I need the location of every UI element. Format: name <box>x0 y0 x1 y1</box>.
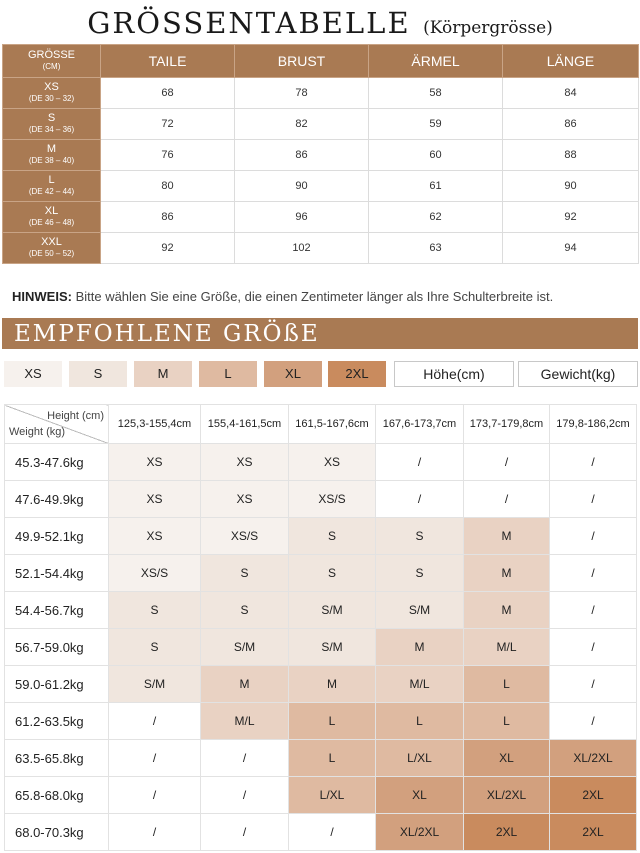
recommended-size-cell: / <box>464 481 550 518</box>
size-de-range: (DE 46 – 48) <box>28 218 75 227</box>
size-code: L <box>48 174 55 186</box>
weight-range-label: 49.9-52.1kg <box>5 518 109 555</box>
measurement-cell: 90 <box>235 171 369 202</box>
recommend-header-row <box>5 405 637 444</box>
recommend-row <box>5 703 637 740</box>
corner-height-label: Height (cm) <box>47 410 104 422</box>
recommended-size-cell: XS <box>109 481 201 518</box>
corner-weight-label: Weight (kg) <box>9 426 66 438</box>
recommended-size-cell: / <box>550 444 637 481</box>
height-range-header: 155,4-161,5cm <box>201 405 289 444</box>
title-main: GRÖSSENTABELLE <box>87 6 411 40</box>
recommended-size-cell: / <box>289 814 376 851</box>
recommended-size-cell: / <box>109 777 201 814</box>
measurement-cell: 59 <box>369 109 503 140</box>
recommended-size-cell: M/L <box>201 703 289 740</box>
recommended-size-cell: XL/2XL <box>376 814 464 851</box>
size-table-row <box>3 78 639 109</box>
size-table-row <box>3 140 639 171</box>
recommended-size-cell: XS <box>289 444 376 481</box>
height-range-header: 173,7-179,8cm <box>464 405 550 444</box>
size-header-label: GRÖSSE <box>27 49 76 61</box>
size-code: S <box>47 112 56 124</box>
measurement-cell: 92 <box>101 233 235 264</box>
size-table-row <box>3 233 639 264</box>
recommended-size-cell: / <box>550 703 637 740</box>
measurement-cell: 78 <box>235 78 369 109</box>
recommended-size-cell: S <box>201 592 289 629</box>
measurement-cell: 94 <box>503 233 639 264</box>
recommended-size-cell: L <box>289 740 376 777</box>
recommended-size-cell: XS/S <box>201 518 289 555</box>
title-sub: (Körpergrösse) <box>423 18 553 38</box>
recommended-size-cell: / <box>201 777 289 814</box>
recommended-size-cell: XS/S <box>109 555 201 592</box>
recommended-size-cell: S/M <box>289 629 376 666</box>
size-table-header-row <box>3 45 639 78</box>
height-weight-corner <box>5 405 109 444</box>
legend-swatch-xs: XS <box>4 361 62 387</box>
recommend-row <box>5 555 637 592</box>
recommended-size-cell: XS <box>201 444 289 481</box>
weight-range-label: 56.7-59.0kg <box>5 629 109 666</box>
legend-swatch-l: L <box>199 361 257 387</box>
recommended-size-cell: / <box>550 629 637 666</box>
recommended-size-banner <box>2 318 638 349</box>
measurement-cell: 86 <box>235 140 369 171</box>
recommended-size-cell: / <box>376 481 464 518</box>
weight-range-label: 61.2-63.5kg <box>5 703 109 740</box>
measurement-cell: 62 <box>369 202 503 233</box>
weight-range-label: 63.5-65.8kg <box>5 740 109 777</box>
measurement-cell: 90 <box>503 171 639 202</box>
recommended-size-table <box>4 404 637 851</box>
measurement-cell: 102 <box>235 233 369 264</box>
size-table-row <box>3 171 639 202</box>
size-column-header <box>3 45 101 78</box>
size-chart-table <box>2 44 639 264</box>
height-range-header: 179,8-186,2cm <box>550 405 637 444</box>
size-code: XS <box>44 81 59 93</box>
size-code: M <box>46 143 57 155</box>
size-header-unit: (CM) <box>42 62 61 71</box>
hint-note <box>12 289 638 304</box>
recommended-size-cell: / <box>109 740 201 777</box>
recommended-size-cell: M <box>289 666 376 703</box>
height-range-header: 167,6-173,7cm <box>376 405 464 444</box>
measurement-cell: 86 <box>503 109 639 140</box>
recommended-size-cell: S <box>109 629 201 666</box>
size-row-label <box>3 233 101 264</box>
recommended-size-cell: 2XL <box>550 814 637 851</box>
legend-weight-label: Gewicht(kg) <box>518 361 638 387</box>
recommended-size-cell: XL/2XL <box>550 740 637 777</box>
measurement-cell: 86 <box>101 202 235 233</box>
recommended-size-cell: S/M <box>109 666 201 703</box>
recommended-size-cell: XL/2XL <box>464 777 550 814</box>
measurement-cell: 92 <box>503 202 639 233</box>
recommended-size-cell: XS <box>201 481 289 518</box>
recommended-size-cell: L <box>289 703 376 740</box>
measurement-column-header: TAILE <box>101 45 235 78</box>
measurement-column-header: LÄNGE <box>503 45 639 78</box>
measurement-cell: 58 <box>369 78 503 109</box>
recommended-size-cell: S <box>376 555 464 592</box>
recommended-size-cell: M <box>201 666 289 703</box>
recommended-size-cell: / <box>550 666 637 703</box>
recommended-size-cell: XS <box>109 444 201 481</box>
recommended-size-cell: / <box>109 814 201 851</box>
size-row-label <box>3 171 101 202</box>
size-de-range: (DE 34 – 36) <box>28 125 75 134</box>
size-table-row <box>3 109 639 140</box>
recommend-row <box>5 666 637 703</box>
recommended-size-cell: XL <box>464 740 550 777</box>
weight-range-label: 52.1-54.4kg <box>5 555 109 592</box>
recommended-size-cell: S <box>376 518 464 555</box>
recommended-size-cell: L/XL <box>289 777 376 814</box>
recommended-size-cell: XL <box>376 777 464 814</box>
recommend-row <box>5 592 637 629</box>
recommended-size-cell: 2XL <box>464 814 550 851</box>
recommended-size-cell: / <box>109 703 201 740</box>
recommended-size-cell: S <box>201 555 289 592</box>
recommended-size-cell: / <box>201 814 289 851</box>
recommended-size-cell: L <box>464 703 550 740</box>
legend-swatch-xl: XL <box>264 361 322 387</box>
size-row-label <box>3 109 101 140</box>
recommended-size-cell: / <box>464 444 550 481</box>
weight-range-label: 47.6-49.9kg <box>5 481 109 518</box>
size-code: XXL <box>41 236 62 248</box>
recommended-size-cell: L <box>376 703 464 740</box>
recommended-size-cell: / <box>550 518 637 555</box>
recommended-size-cell: M/L <box>376 666 464 703</box>
size-row-label <box>3 202 101 233</box>
height-range-header: 125,3-155,4cm <box>109 405 201 444</box>
recommended-size-cell: / <box>376 444 464 481</box>
measurement-column-header: ÄRMEL <box>369 45 503 78</box>
recommend-row <box>5 777 637 814</box>
size-row-label <box>3 78 101 109</box>
size-color-legend <box>4 361 638 387</box>
recommended-size-cell: / <box>201 740 289 777</box>
recommend-row <box>5 814 637 851</box>
legend-height-label: Höhe(cm) <box>394 361 514 387</box>
weight-range-label: 54.4-56.7kg <box>5 592 109 629</box>
recommended-size-cell: S/M <box>376 592 464 629</box>
recommended-size-cell: / <box>550 592 637 629</box>
recommended-size-cell: L <box>464 666 550 703</box>
recommended-size-cell: M <box>464 592 550 629</box>
size-de-range: (DE 38 – 40) <box>28 156 75 165</box>
recommended-size-cell: S <box>289 555 376 592</box>
measurement-cell: 61 <box>369 171 503 202</box>
measurement-cell: 72 <box>101 109 235 140</box>
recommended-size-cell: M/L <box>464 629 550 666</box>
measurement-cell: 84 <box>503 78 639 109</box>
measurement-cell: 63 <box>369 233 503 264</box>
page-title <box>0 6 640 40</box>
measurement-cell: 76 <box>101 140 235 171</box>
hint-text: Bitte wählen Sie eine Größe, die einen Zentimeter länger als Ihre Schulterbreite ist. <box>71 289 554 304</box>
legend-swatch-m: M <box>134 361 192 387</box>
weight-range-label: 68.0-70.3kg <box>5 814 109 851</box>
recommended-size-cell: L/XL <box>376 740 464 777</box>
measurement-column-header: BRUST <box>235 45 369 78</box>
size-de-range: (DE 30 – 32) <box>28 94 75 103</box>
recommend-row <box>5 740 637 777</box>
recommended-size-cell: M <box>464 518 550 555</box>
recommended-size-cell: 2XL <box>550 777 637 814</box>
legend-swatch-2xl: 2XL <box>328 361 386 387</box>
measurement-cell: 88 <box>503 140 639 171</box>
weight-range-label: 59.0-61.2kg <box>5 666 109 703</box>
size-de-range: (DE 42 – 44) <box>28 187 75 196</box>
size-code: XL <box>44 205 59 217</box>
recommended-size-cell: XS <box>109 518 201 555</box>
recommend-row <box>5 629 637 666</box>
weight-range-label: 65.8-68.0kg <box>5 777 109 814</box>
recommend-row <box>5 481 637 518</box>
measurement-cell: 80 <box>101 171 235 202</box>
banner-title: EMPFOHLENE GRÖßE <box>14 321 320 347</box>
measurement-cell: 68 <box>101 78 235 109</box>
hint-label: HINWEIS: <box>12 289 72 304</box>
recommended-size-cell: S <box>289 518 376 555</box>
recommended-size-cell: M <box>376 629 464 666</box>
measurement-cell: 96 <box>235 202 369 233</box>
recommended-size-cell: / <box>550 481 637 518</box>
recommended-size-cell: M <box>464 555 550 592</box>
height-range-header: 161,5-167,6cm <box>289 405 376 444</box>
recommended-size-cell: XS/S <box>289 481 376 518</box>
recommend-row <box>5 444 637 481</box>
weight-range-label: 45.3-47.6kg <box>5 444 109 481</box>
recommended-size-cell: S/M <box>201 629 289 666</box>
size-table-row <box>3 202 639 233</box>
measurement-cell: 82 <box>235 109 369 140</box>
recommended-size-cell: / <box>550 555 637 592</box>
size-row-label <box>3 140 101 171</box>
legend-swatch-s: S <box>69 361 127 387</box>
recommend-row <box>5 518 637 555</box>
size-de-range: (DE 50 – 52) <box>28 249 75 258</box>
measurement-cell: 60 <box>369 140 503 171</box>
recommended-size-cell: S/M <box>289 592 376 629</box>
recommended-size-cell: S <box>109 592 201 629</box>
